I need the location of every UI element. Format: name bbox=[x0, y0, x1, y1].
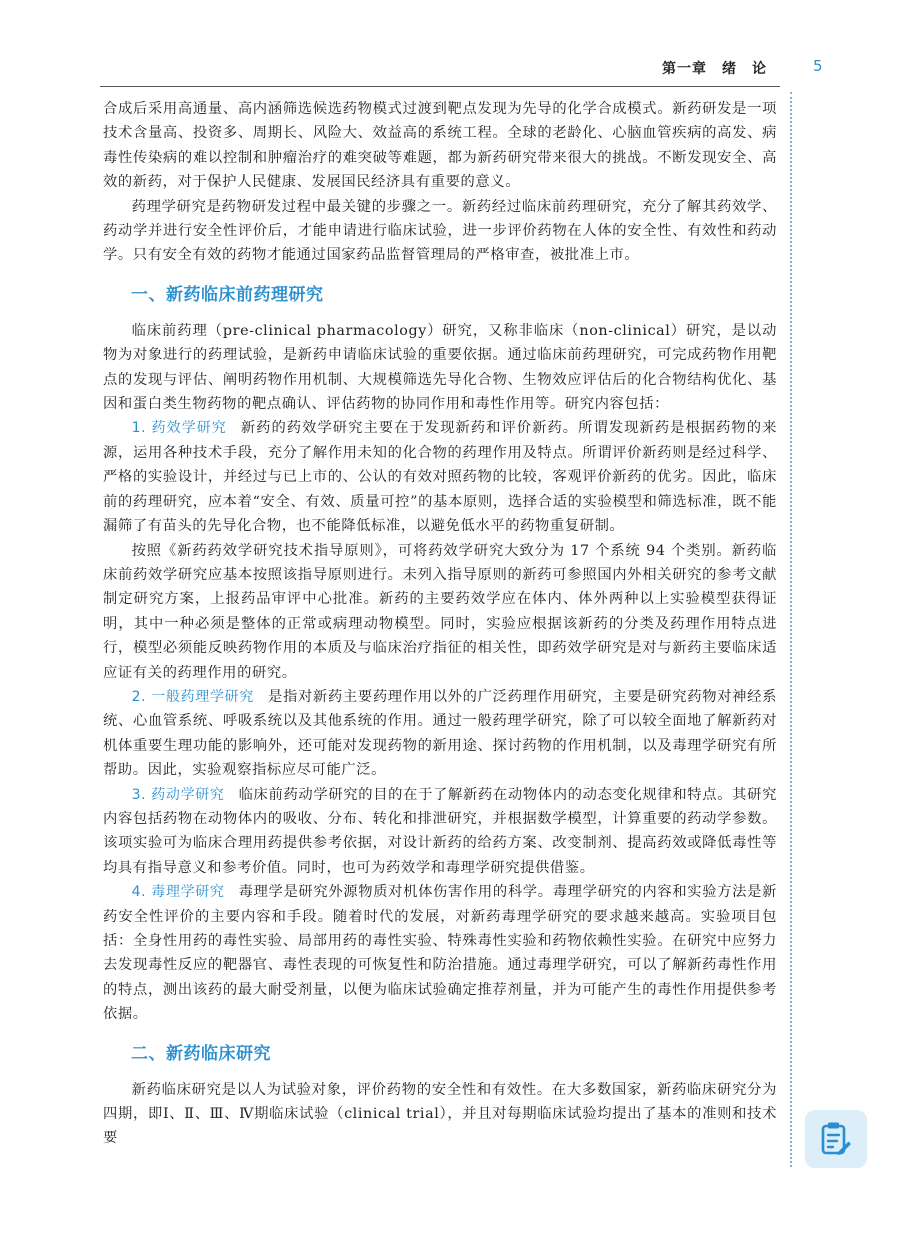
subsection-heading: 1. 药效学研究 bbox=[131, 420, 227, 437]
subsection-paragraph bbox=[103, 880, 777, 1026]
clipboard-edit-icon bbox=[820, 1121, 852, 1157]
note-button[interactable] bbox=[805, 1110, 867, 1168]
page-body bbox=[103, 97, 777, 1151]
subsection-text: 新药的药效学研究主要在于发现新药和评价新药。所谓发现新药是根据药物的来源，运用各种技术手段，充分了解作用未知的化合物的药理作用及特点。所谓评价新药则是经过科学、严格的实验设计，并经过与已上市的、公认的有效对照药物的比较，客观评价新药的优劣。因此，临床前的药理研究，应本着“安全、有效、质量可控”的基本原则，选择合适的实验模型和筛选标准，既不能漏筛了有苗头的先导化合物，也不能降低标准，以避免低水平的药物重复研制。 bbox=[103, 420, 777, 535]
chapter-title: 第一章 绪 论 bbox=[662, 61, 767, 77]
subsection-text: 是指对新药主要药理作用以外的广泛药理作用研究，主要是研究药物对神经系统、心血管系统、呼吸系统以及其他系统的作用。通过一般药理学研究，除了可以较全面地了解新药对机体重要生理功能的影响外，还可能对发现药物的新用途、探讨药物的作用机制，以及毒理学研究有所帮助。因此，实验观察指标应尽可能广泛。 bbox=[103, 688, 777, 779]
paragraph: 临床前药理（pre-clinical pharmacology）研究，又称非临床（non-clinical）研究，是以动物为对象进行的药理试验，是新药申请临床试验的重要依据。通过临床前药理研究，可完成药物作用靶点的发现与评估、阐明药物作用机制、大规模筛选先导化合物、生物效应评估后的化合物结构优化、基因和蛋白类生物药物的靶点确认、评估药物的协同作用和毒性作用等。研究内容包括： bbox=[103, 322, 777, 413]
page-number: 5 bbox=[813, 57, 823, 75]
subsection-paragraph bbox=[103, 416, 777, 538]
subsection-heading: 3. 药动学研究 bbox=[131, 786, 225, 803]
subsection-paragraph bbox=[103, 783, 777, 881]
paragraph: 按照《新药药效学研究技术指导原则》，可将药效学研究大致分为 17 个系统 94 个类别。新药临床前药效学研究应基本按照该指导原则进行。未列入指导原则的新药可参照国内外相关研究的参考文献制定研究方案，上报药品审评中心批准。新药的主要药效学应在体内、体外两种以上实验模型获得证明，其中一种必须是整体的正常或病理动物模型。同时，实验应根据该新药的分类及药理作用特点进行，模型必须能反映药物作用的本质及与临床治疗指征的相关性，即药效学研究是对与新药主要临床适应证有关的药理作用的研究。 bbox=[103, 542, 777, 681]
margin-dotted-rule bbox=[790, 92, 792, 1167]
paragraph: 合成后采用高通量、高内涵筛选候选药物模式过渡到靶点发现为先导的化学合成模式。新药研发是一项技术含量高、投资多、周期长、风险大、效益高的系统工程。全球的老龄化、心脑血管疾病的高发、病毒性传染病的难以控制和肿瘤治疗的难突破等难题，都为新药研究带来很大的挑战。不断发现安全、高效的新药，对于保护人民健康、发展国民经济具有重要的意义。 bbox=[103, 101, 777, 191]
section-heading: 二、新药临床研究 bbox=[131, 1043, 271, 1064]
subsection-paragraph bbox=[103, 685, 777, 783]
subsection-text: 毒理学是研究外源物质对机体伤害作用的科学。毒理学研究的内容和实验方法是新药安全性评价的主要内容和手段。随着时代的发展，对新药毒理学研究的要求越来越高。实验项目包括：全身性用药的毒性实验、局部用药的毒性实验、特殊毒性实验和药物依赖性实验。在研究中应努力去发现毒性反应的靶器官、毒性表现的可恢复性和防治措施。通过毒理学研究，可以了解新药毒性作用的特点，测出该药的最大耐受剂量，以便为临床试验确定推荐剂量，并为可能产生的毒性作用提供参考依据。 bbox=[103, 884, 777, 1023]
section-heading: 一、新药临床前药理研究 bbox=[131, 284, 324, 305]
paragraph: 药理学研究是药物研发过程中最关键的步骤之一。新药经过临床前药理研究，充分了解其药效学、药动学并进行安全性评价后，才能申请进行临床试验，进一步评价药物在人体的安全性、有效性和药动学。只有安全有效的药物才能通过国家药品监督管理局的严格审查，被批准上市。 bbox=[103, 198, 777, 264]
subsection-text: 临床前药动学研究的目的在于了解新药在动物体内的动态变化规律和特点。其研究内容包括药物在动物体内的吸收、分布、转化和排泄研究，并根据数学模型，计算重要的药动学参数。该项实验可为临床合理用药提供参考依据，对设计新药的给药方案、改变制剂、提高药效或降低毒性等均具有指导意义和参考价值。同时，也可为药效学和毒理学研究提供借鉴。 bbox=[103, 786, 777, 876]
header-divider bbox=[100, 86, 780, 87]
subsection-heading: 2. 一般药理学研究 bbox=[131, 688, 255, 705]
paragraph: 新药临床研究是以人为试验对象，评价药物的安全性和有效性。在大多数国家，新药临床研究分为四期，即Ⅰ、Ⅱ、Ⅲ、Ⅳ期临床试验（clinical trial），并且对每期临床试验均提出了基本的准则和技术要 bbox=[103, 1081, 777, 1147]
subsection-heading: 4. 毒理学研究 bbox=[131, 884, 225, 901]
page-header bbox=[0, 52, 900, 82]
